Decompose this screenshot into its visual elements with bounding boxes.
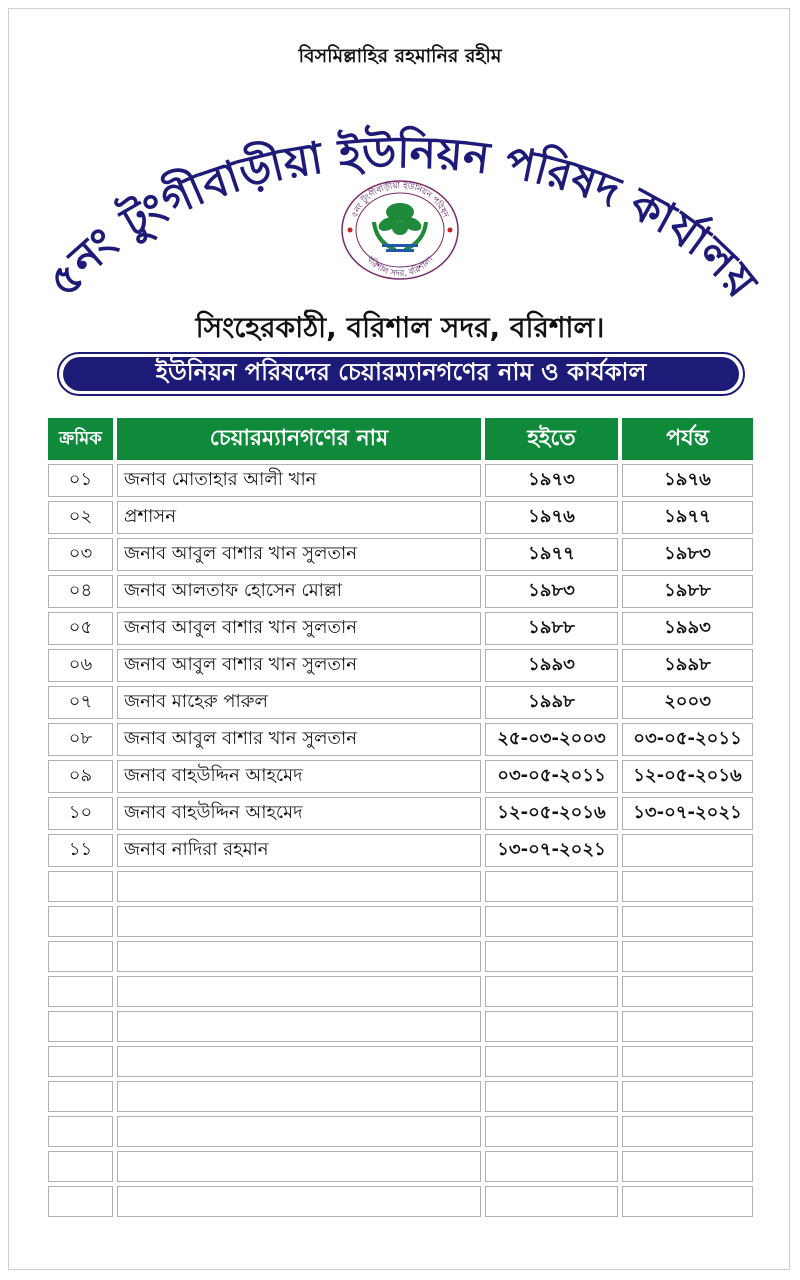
from-cell bbox=[485, 1151, 618, 1182]
serial-cell: ০৯ bbox=[48, 760, 113, 793]
to-cell: ০৩-০৫-২০১১ bbox=[622, 723, 753, 756]
name-cell bbox=[117, 1186, 481, 1217]
name-cell bbox=[117, 1116, 481, 1147]
name-cell: জনাব নাদিরা রহমান bbox=[117, 834, 481, 867]
serial-cell bbox=[48, 1011, 113, 1042]
table-row bbox=[48, 538, 753, 571]
from-cell bbox=[485, 976, 618, 1007]
from-cell: ১৯৭৭ bbox=[485, 538, 618, 571]
serial-cell bbox=[48, 871, 113, 902]
to-cell: ১২-০৫-২০১৬ bbox=[622, 760, 753, 793]
table-row bbox=[48, 976, 753, 1007]
name-cell: প্রশাসন bbox=[117, 501, 481, 534]
name-cell: জনাব আবুল বাশার খান সুলতান bbox=[117, 723, 481, 756]
bismillah-text: বিসমিল্লাহির রহমানির রহীম bbox=[298, 45, 502, 67]
from-cell: ১৯৯৮ bbox=[485, 686, 618, 719]
to-cell bbox=[622, 1011, 753, 1042]
name-cell bbox=[117, 871, 481, 902]
table-row bbox=[48, 723, 753, 756]
name-cell: জনাব আবুল বাশার খান সুলতান bbox=[117, 538, 481, 571]
office-title: ৫নং টুংগীবাড়ীয়া ইউনিয়ন পরিষদ কার্যালয় bbox=[37, 127, 767, 308]
table-row bbox=[48, 797, 753, 830]
from-cell: ১৯৮৮ bbox=[485, 612, 618, 645]
to-cell: ১৩-০৭-২০২১ bbox=[622, 797, 753, 830]
header-name: চেয়ারম্যানগণের নাম bbox=[117, 418, 481, 460]
to-cell bbox=[622, 1151, 753, 1182]
name-cell: জনাব আবুল বাশার খান সুলতান bbox=[117, 649, 481, 682]
to-cell: ১৯৭৭ bbox=[622, 501, 753, 534]
to-cell bbox=[622, 1046, 753, 1077]
from-cell bbox=[485, 1011, 618, 1042]
serial-cell bbox=[48, 906, 113, 937]
from-cell bbox=[485, 871, 618, 902]
from-cell bbox=[485, 1046, 618, 1077]
name-cell bbox=[117, 906, 481, 937]
serial-cell bbox=[48, 1116, 113, 1147]
serial-cell bbox=[48, 1046, 113, 1077]
to-cell: ১৯৯৩ bbox=[622, 612, 753, 645]
serial-cell bbox=[48, 1081, 113, 1112]
serial-cell: ০৩ bbox=[48, 538, 113, 571]
from-cell: ২৫-০৩-২০০৩ bbox=[485, 723, 618, 756]
from-cell: ১৯৮৩ bbox=[485, 575, 618, 608]
name-cell bbox=[117, 976, 481, 1007]
to-cell bbox=[622, 1081, 753, 1112]
name-cell: জনাব আলতাফ হোসেন মোল্লা bbox=[117, 575, 481, 608]
to-cell bbox=[622, 976, 753, 1007]
from-cell bbox=[485, 941, 618, 972]
name-cell: জনাব মাহেরু পারুল bbox=[117, 686, 481, 719]
to-cell: ১৯৯৮ bbox=[622, 649, 753, 682]
table-row bbox=[48, 575, 753, 608]
to-cell bbox=[622, 834, 753, 867]
name-cell: জনাব মোতাহার আলী খান bbox=[117, 464, 481, 497]
name-cell bbox=[117, 1081, 481, 1112]
serial-cell: ১১ bbox=[48, 834, 113, 867]
serial-cell: ০২ bbox=[48, 501, 113, 534]
name-cell bbox=[117, 1046, 481, 1077]
to-cell bbox=[622, 1116, 753, 1147]
to-cell: ১৯৭৬ bbox=[622, 464, 753, 497]
from-cell: ১৯৭৬ bbox=[485, 501, 618, 534]
union-parishad-seal bbox=[338, 178, 462, 282]
from-cell: ১৯৯৩ bbox=[485, 649, 618, 682]
serial-cell bbox=[48, 1186, 113, 1217]
name-cell bbox=[117, 941, 481, 972]
table-row bbox=[48, 941, 753, 972]
table-row bbox=[48, 906, 753, 937]
table-row bbox=[48, 1116, 753, 1147]
table-row bbox=[48, 1186, 753, 1217]
serial-cell bbox=[48, 941, 113, 972]
from-cell bbox=[485, 906, 618, 937]
table-row bbox=[48, 612, 753, 645]
header-serial: ক্রমিক bbox=[48, 418, 113, 460]
from-cell: ১৩-০৭-২০২১ bbox=[485, 834, 618, 867]
from-cell bbox=[485, 1081, 618, 1112]
title-banner bbox=[57, 352, 745, 396]
to-cell: ২০০৩ bbox=[622, 686, 753, 719]
table-row bbox=[48, 834, 753, 867]
name-cell: জনাব বাহউদ্দিন আহমেদ bbox=[117, 797, 481, 830]
table-row bbox=[48, 464, 753, 497]
chairmen-table bbox=[44, 414, 757, 1221]
svg-text:৫নং টুংগীবাড়ীয়া ইউনিয়ন পরিষ: ৫নং টুংগীবাড়ীয়া ইউনিয়ন পরিষদ bbox=[349, 180, 451, 220]
table-row bbox=[48, 1011, 753, 1042]
table-row bbox=[48, 501, 753, 534]
banner-text: ইউনিয়ন পরিষদের চেয়ারম্যানগণের নাম ও কার্যকাল bbox=[63, 357, 739, 391]
serial-cell: ০৭ bbox=[48, 686, 113, 719]
from-cell bbox=[485, 1116, 618, 1147]
serial-cell: ০৫ bbox=[48, 612, 113, 645]
to-cell: ১৯৮৩ bbox=[622, 538, 753, 571]
svg-text:বরিশাল সদর, বরিশাল।: বরিশাল সদর, বরিশাল। bbox=[364, 254, 436, 280]
name-cell: জনাব বাহউদ্দিন আহমেদ bbox=[117, 760, 481, 793]
serial-cell bbox=[48, 976, 113, 1007]
table-row bbox=[48, 871, 753, 902]
from-cell: ০৩-০৫-২০১১ bbox=[485, 760, 618, 793]
serial-cell: ০৮ bbox=[48, 723, 113, 756]
name-cell bbox=[117, 1011, 481, 1042]
table-header-row bbox=[48, 418, 753, 460]
serial-cell: ০১ bbox=[48, 464, 113, 497]
serial-cell: ০৬ bbox=[48, 649, 113, 682]
table-row bbox=[48, 686, 753, 719]
name-cell: জনাব আবুল বাশার খান সুলতান bbox=[117, 612, 481, 645]
office-address: সিংহেরকাঠী, বরিশাল সদর, বরিশাল। bbox=[195, 311, 605, 344]
table-row bbox=[48, 760, 753, 793]
to-cell: ১৯৮৮ bbox=[622, 575, 753, 608]
header-from: হইতে bbox=[485, 418, 618, 460]
from-cell bbox=[485, 1186, 618, 1217]
header-to: পর্যন্ত bbox=[622, 418, 753, 460]
to-cell bbox=[622, 941, 753, 972]
serial-cell bbox=[48, 1151, 113, 1182]
from-cell: ১৯৭৩ bbox=[485, 464, 618, 497]
table-row bbox=[48, 1151, 753, 1182]
table-row bbox=[48, 649, 753, 682]
from-cell: ১২-০৫-২০১৬ bbox=[485, 797, 618, 830]
table-row bbox=[48, 1046, 753, 1077]
name-cell bbox=[117, 1151, 481, 1182]
to-cell bbox=[622, 1186, 753, 1217]
table-row bbox=[48, 1081, 753, 1112]
to-cell bbox=[622, 906, 753, 937]
serial-cell: ১০ bbox=[48, 797, 113, 830]
to-cell bbox=[622, 871, 753, 902]
serial-cell: ০৪ bbox=[48, 575, 113, 608]
